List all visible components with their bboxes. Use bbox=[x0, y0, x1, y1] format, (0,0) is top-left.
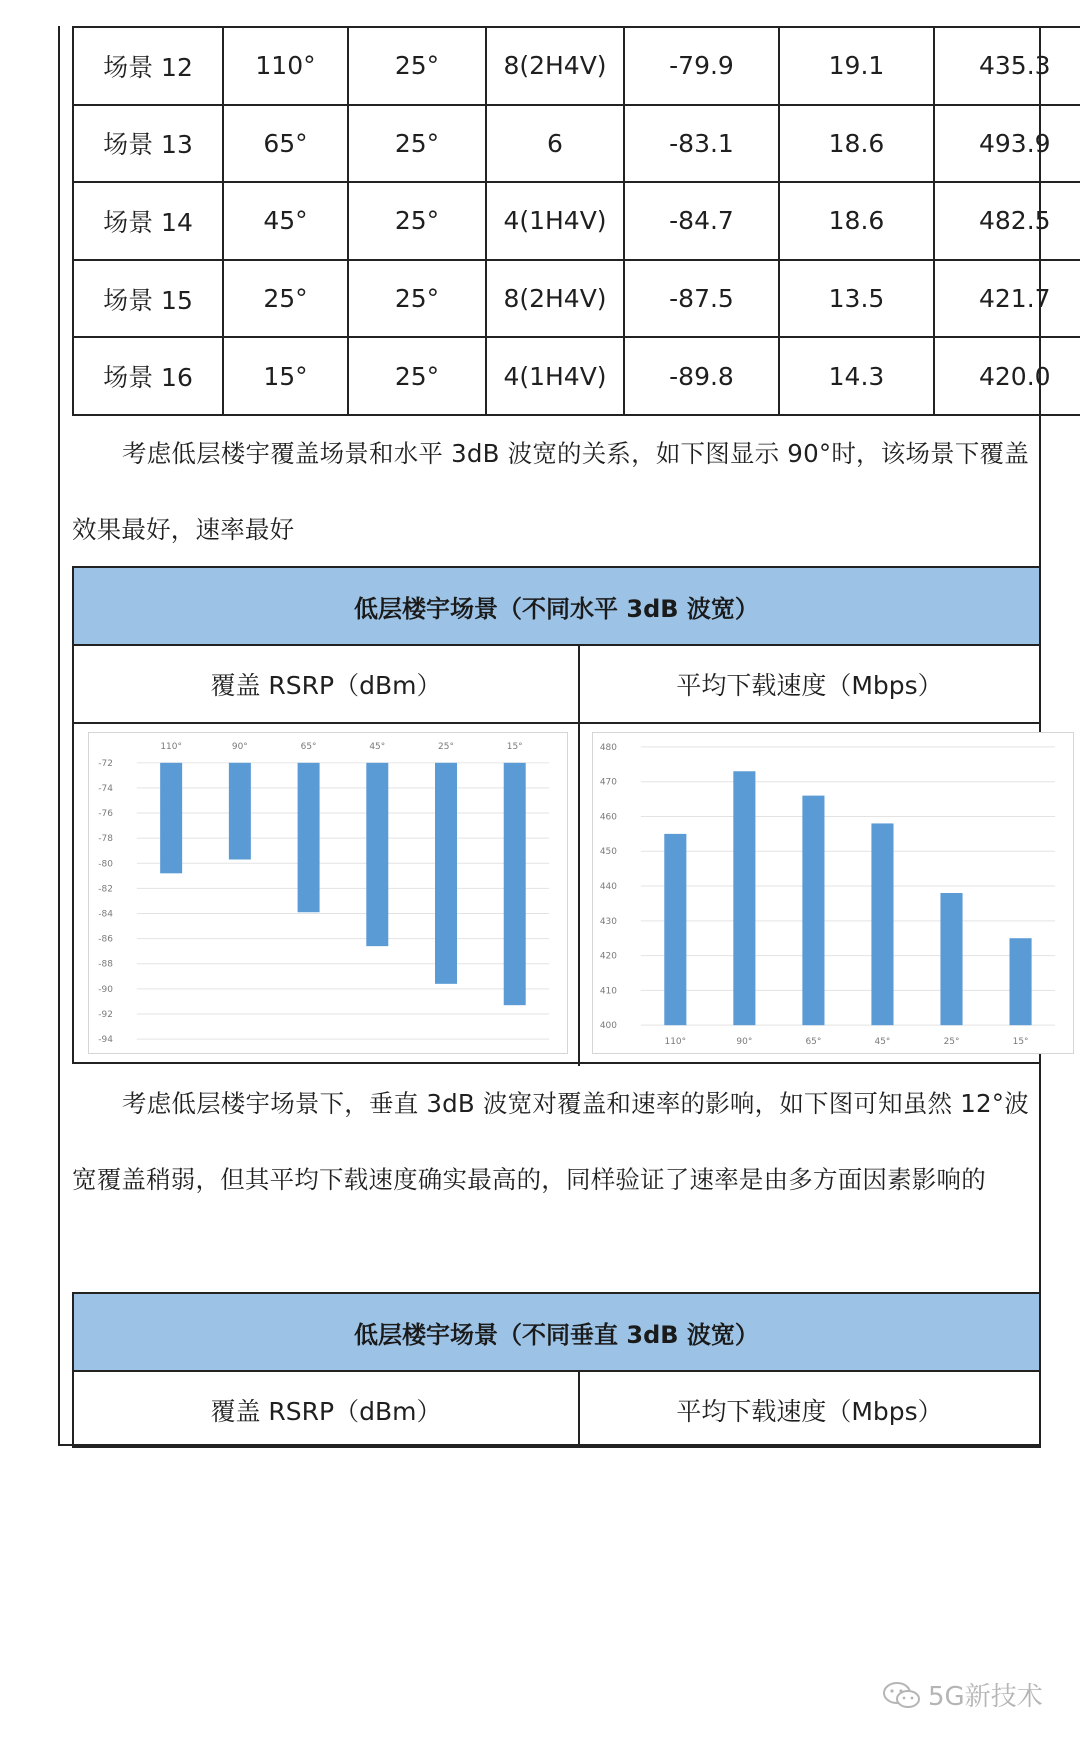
table-cell: 4(1H4V) bbox=[486, 337, 624, 415]
y-tick-label: -86 bbox=[98, 934, 113, 945]
y-tick-label: 420 bbox=[599, 951, 617, 962]
wechat-icon bbox=[882, 1680, 922, 1710]
table-cell: 110° bbox=[223, 27, 348, 105]
table-cell: 435.3 bbox=[934, 27, 1080, 105]
rsrp-chart-cell bbox=[74, 724, 580, 1066]
x-tick-label: 15° bbox=[506, 741, 523, 752]
bar bbox=[664, 834, 686, 1025]
table-cell: 45° bbox=[223, 182, 348, 260]
speed-chart-cell bbox=[580, 724, 1039, 1066]
scenario-table bbox=[72, 26, 1080, 416]
y-tick-label: -76 bbox=[98, 809, 113, 820]
table-cell: 25° bbox=[348, 182, 486, 260]
table-cell: 13.5 bbox=[779, 260, 934, 338]
table-row bbox=[73, 337, 1080, 415]
table-cell: 420.0 bbox=[934, 337, 1080, 415]
y-tick-label: 460 bbox=[599, 812, 617, 823]
table-cell: 493.9 bbox=[934, 105, 1080, 183]
table-cell: 25° bbox=[348, 337, 486, 415]
x-tick-label: 90° bbox=[736, 1037, 753, 1048]
speed-column-header: 平均下载速度（Mbps） bbox=[676, 671, 943, 700]
table-cell: 25° bbox=[348, 260, 486, 338]
bar bbox=[504, 763, 526, 1005]
table-cell: 场景 14 bbox=[73, 182, 223, 260]
table-cell: -84.7 bbox=[624, 182, 779, 260]
bar bbox=[298, 763, 320, 912]
table-row bbox=[73, 105, 1080, 183]
table-cell: 14.3 bbox=[779, 337, 934, 415]
table-cell: 25° bbox=[348, 27, 486, 105]
y-tick-label: 440 bbox=[599, 882, 617, 893]
table-cell: 482.5 bbox=[934, 182, 1080, 260]
y-tick-label: -72 bbox=[98, 758, 113, 769]
x-tick-label: 45° bbox=[874, 1037, 891, 1048]
table-cell: 场景 12 bbox=[73, 27, 223, 105]
x-tick-label: 90° bbox=[231, 741, 248, 752]
table-cell: 8(2H4V) bbox=[486, 260, 624, 338]
table-cell: 18.6 bbox=[779, 105, 934, 183]
bar bbox=[733, 771, 755, 1025]
y-tick-label: 480 bbox=[599, 742, 617, 753]
rsrp-column-header: 覆盖 RSRP（dBm） bbox=[74, 646, 580, 722]
x-tick-label: 65° bbox=[300, 741, 317, 752]
y-tick-label: 470 bbox=[599, 777, 617, 788]
x-tick-label: 45° bbox=[369, 741, 386, 752]
x-tick-label: 25° bbox=[943, 1037, 960, 1048]
y-tick-label: 410 bbox=[599, 986, 617, 997]
block-title: 低层楼宇场景（不同垂直 3dB 波宽） bbox=[74, 1294, 1039, 1372]
table-cell: 19.1 bbox=[779, 27, 934, 105]
x-tick-label: 25° bbox=[438, 741, 454, 752]
watermark-text: 5G新技术 bbox=[928, 1682, 1043, 1712]
paragraph-vertical-beamwidth: 考虑低层楼宇场景下，垂直 3dB 波宽对覆盖和速率的影响，如下图可知虽然 12°波宽覆盖稍弱，但其平均下载速度确实最高的，同样验证了速率是由多方面因素影响的 bbox=[72, 1089, 1029, 1194]
y-tick-label: -94 bbox=[98, 1035, 113, 1046]
block-title: 低层楼宇场景（不同水平 3dB 波宽） bbox=[74, 568, 1039, 646]
table-cell: 18.6 bbox=[779, 182, 934, 260]
bar bbox=[366, 763, 388, 946]
table-cell: 25° bbox=[348, 105, 486, 183]
speed-chart-svg bbox=[593, 733, 1073, 1053]
y-tick-label: 450 bbox=[599, 847, 617, 858]
block-column-headers bbox=[74, 646, 1039, 722]
rsrp-chart bbox=[88, 732, 568, 1054]
table-cell: 场景 13 bbox=[73, 105, 223, 183]
table-row bbox=[73, 260, 1080, 338]
x-tick-label: 110° bbox=[160, 741, 182, 752]
x-tick-label: 65° bbox=[805, 1037, 822, 1048]
bar bbox=[435, 763, 457, 984]
speed-chart bbox=[592, 732, 1074, 1054]
table-cell: 25° bbox=[223, 260, 348, 338]
bar bbox=[229, 763, 251, 860]
y-tick-label: -80 bbox=[98, 859, 113, 870]
block-column-headers bbox=[74, 1372, 1039, 1448]
table-row bbox=[73, 182, 1080, 260]
x-tick-label: 110° bbox=[664, 1037, 687, 1048]
y-tick-label: -90 bbox=[98, 984, 113, 995]
table-cell: 421.7 bbox=[934, 260, 1080, 338]
table-cell: -83.1 bbox=[624, 105, 779, 183]
table-cell: -87.5 bbox=[624, 260, 779, 338]
y-tick-label: -82 bbox=[98, 884, 113, 895]
table-cell: 15° bbox=[223, 337, 348, 415]
y-tick-label: -92 bbox=[98, 1009, 113, 1020]
y-tick-label: 430 bbox=[599, 916, 617, 927]
rsrp-column-header: 覆盖 RSRP（dBm） bbox=[74, 1372, 580, 1448]
rsrp-chart-svg bbox=[89, 733, 567, 1053]
y-tick-label: -88 bbox=[98, 959, 113, 970]
watermark bbox=[882, 1676, 1043, 1713]
bar bbox=[940, 893, 962, 1025]
y-tick-label: -78 bbox=[98, 834, 113, 845]
y-tick-label: -74 bbox=[98, 783, 113, 794]
bar bbox=[802, 796, 824, 1026]
charts-row bbox=[74, 722, 1039, 1066]
table-cell: -89.8 bbox=[624, 337, 779, 415]
paragraph-horizontal-beamwidth: 考虑低层楼宇覆盖场景和水平 3dB 波宽的关系，如下图显示 90°时，该场景下覆盖效果最好，速率最好 bbox=[72, 439, 1029, 544]
table-cell: 6 bbox=[486, 105, 624, 183]
table-cell: 场景 15 bbox=[73, 260, 223, 338]
y-tick-label: 400 bbox=[599, 1021, 617, 1032]
table-cell: 4(1H4V) bbox=[486, 182, 624, 260]
table-cell: 65° bbox=[223, 105, 348, 183]
bar bbox=[871, 823, 893, 1025]
bar bbox=[160, 763, 182, 874]
speed-column-header: 平均下载速度（Mbps） bbox=[676, 1397, 943, 1426]
horizontal-beamwidth-block bbox=[72, 566, 1041, 1064]
table-row bbox=[73, 27, 1080, 105]
table-cell: 8(2H4V) bbox=[486, 27, 624, 105]
table-cell: 场景 16 bbox=[73, 337, 223, 415]
y-tick-label: -84 bbox=[98, 909, 113, 920]
table-cell: -79.9 bbox=[624, 27, 779, 105]
vertical-beamwidth-block bbox=[72, 1292, 1041, 1448]
bar bbox=[1010, 938, 1032, 1025]
x-tick-label: 15° bbox=[1012, 1037, 1029, 1048]
